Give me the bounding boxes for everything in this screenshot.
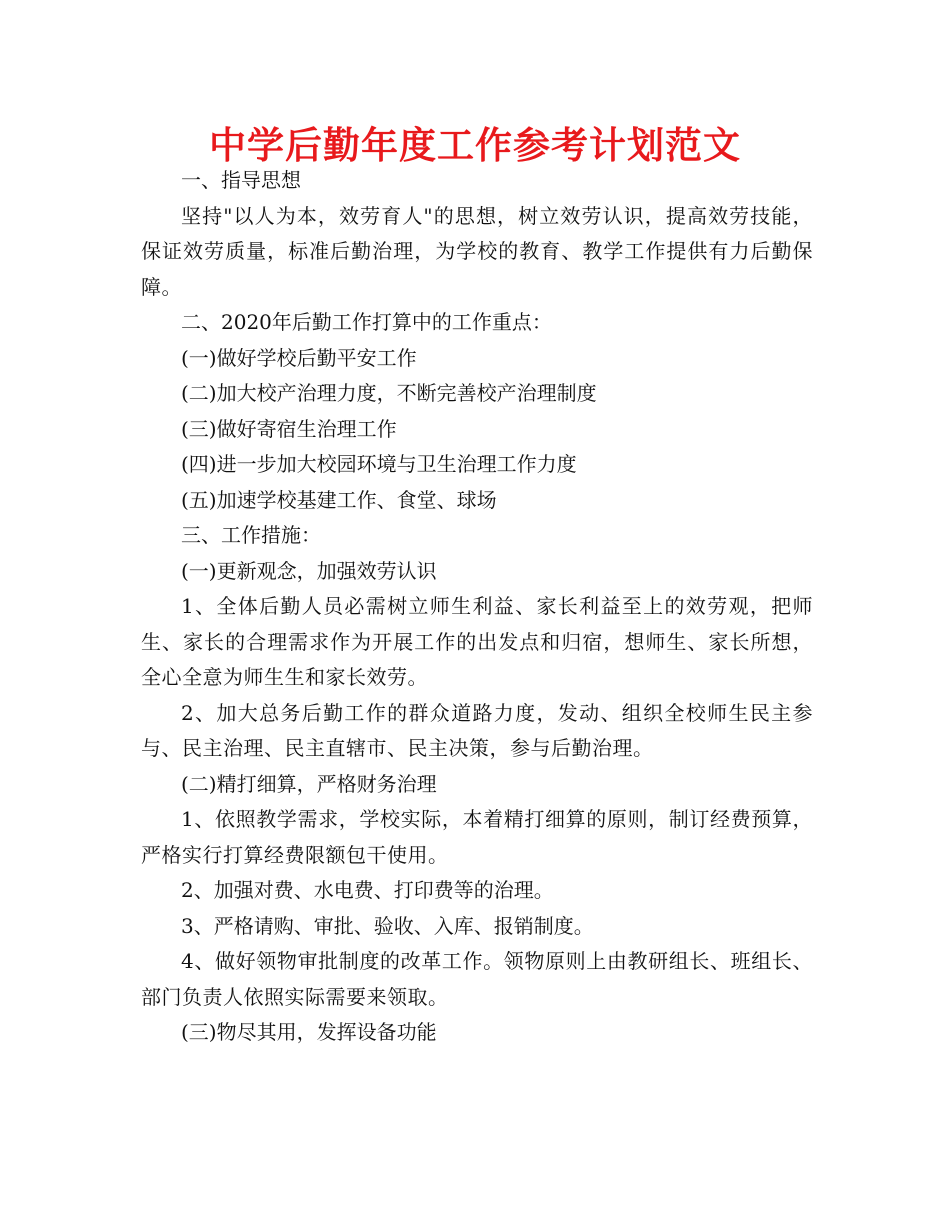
paragraph: 坚持"以人为本，效劳育人"的思想，树立效劳认识，提高效劳技能，保证效劳质量，标准后勤治理，为学校的教育、教学工作提供有力后勤保障。 [141,203,813,299]
section-heading: 二、2020年后勤工作打算中的工作重点： [181,310,552,334]
paragraph: 1、全体后勤人员必需树立师生利益、家长利益至上的效劳观，把师生、家长的合理需求作为开展工作的出发点和归宿，想师生、家长所想，全心全意为师生生和家长效劳。 [141,594,813,689]
subsection-heading: (一)更新观念，加强效劳认识 [181,558,437,583]
list-item: (二)加大校产治理力度，不断完善校产治理制度 [181,381,597,405]
document-body [141,163,813,1051]
section-heading: 一、指导思想 [181,168,301,192]
subsection-heading: (二)精打细算，严格财务治理 [181,771,437,796]
list-item: (三)做好寄宿生治理工作 [181,416,397,441]
section-heading: 三、工作措施： [181,523,321,547]
paragraph: 4、做好领物审批制度的改革工作。领物原则上由教研组长、班组长、部门负责人依照实际需要来领取。 [141,949,813,1009]
list-item: (四)进一步加大校园环境与卫生治理工作力度 [181,452,577,476]
paragraph: 2、加大总务后勤工作的群众道路力度，发动、组织全校师生民主参与、民主治理、民主直辖市、民主决策，参与后勤治理。 [141,700,813,760]
paragraph: 3、严格请购、审批、验收、入库、报销制度。 [181,913,594,938]
list-item: (一)做好学校后勤平安工作 [181,345,417,370]
paragraph: 1、依照教学需求，学校实际，本着精打细算的原则，制订经费预算，严格实行打算经费限额包干使用。 [141,807,813,867]
subsection-heading: (三)物尽其用，发挥设备功能 [181,1020,437,1044]
paragraph: 2、加强对费、水电费、打印费等的治理。 [181,878,554,902]
document-title: 中学后勤年度工作参考计划范文 [209,124,741,167]
list-item: (五)加速学校基建工作、食堂、球场 [181,487,497,512]
